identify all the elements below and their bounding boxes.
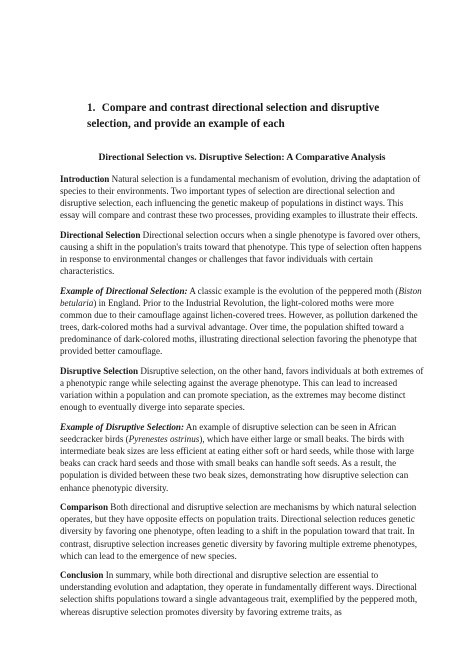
question-number: 1. [87,102,96,114]
directional-example-heading: Example of Directional Selection: [60,285,188,296]
disruptive-paragraph [60,365,424,413]
document-title: Directional Selection vs. Disruptive Selection: A Comparative Analysis [98,152,386,163]
conclusion-paragraph [60,569,424,617]
conclusion-heading: Conclusion [60,570,104,581]
question-text: Compare and contrast directional selection and disruptive selection, and provide an example of each [87,102,380,130]
question-heading [87,101,417,132]
disruptive-example-text-before: An example of disruptive selection can be seen in African seedcracker birds ( [60,422,397,445]
comparison-heading: Comparison [60,502,108,513]
directional-example-text-after: ) in England. Prior to the Industrial Revolution, the light-colored moths were more common due to their camouflage against lichen-covered trees. However, as pollution darkened the trees, dark-colored moths had a survival advantage. Over time, the population shifted toward a predominance of dark-colored moths, illustrating directional selection favoring the phenotype that provided better camouflage. [60,298,418,357]
directional-example-text-before: A classic example is the evolution of the peppered moth ( [187,285,399,296]
disruptive-example-heading: Example of Disruptive Selection: [60,422,185,433]
disruptive-example-text-after: ), which have either large or small beaks. The birds with intermediate beak sizes are less efficient at eating either soft or hard seeds, while those with large beaks can crack hard seeds and those with small beaks can handle soft seeds. As a result, the population is divided between these two beak sizes, demonstrating how disruptive selection can enhance phenotypic diversity. [60,434,414,493]
directional-example-paragraph [60,285,424,358]
disruptive-example-species: Pyrenestes ostrinus [128,434,200,445]
introduction-text: Natural selection is a fundamental mechanism of evolution, driving the adaptation of species to their environments. Two important types of selection are directional selection and disruptive selection, each influencing the genetic makeup of populations in distinct ways. This essay will compare and contrast these two processes, providing examples to illustrate their effects. [60,174,421,221]
introduction-paragraph [60,173,424,221]
directional-text: Directional selection occurs when a single phenotype is favored over others, causing a shift in the population's traits toward that phenotype. This type of selection often happens in response to environmental changes or challenges that favor individuals with certain characteristics. [60,229,422,277]
disruptive-heading: Disruptive Selection [60,366,139,377]
essay-body [60,173,424,625]
comparison-paragraph [60,501,424,561]
directional-paragraph [60,229,424,277]
comparison-text: Both directional and disruptive selection are mechanisms by which natural selection operates, but they have opposite effects on population traits. Directional selection reduces genetic diversity by favoring one phenotype, often leading to a shift in the population toward that trait. In contrast, disruptive selection increases genetic diversity by favoring multiple extreme phenotypes, which can lead to the emergence of new species. [60,502,418,561]
conclusion-text: In summary, while both directional and disruptive selection are essential to understanding evolution and adaptation, they operate in fundamentally different ways. Directional selection shifts populations toward a single advantageous trait, exemplified by the peppered moth, whereas disruptive selection promotes diversity by favoring extreme traits, as [60,570,418,617]
disruptive-example-paragraph [60,421,424,494]
disruptive-text: Disruptive selection, on the other hand, favors individuals at both extremes of a phenotypic range while selecting against the average phenotype. This can lead to increased variation within a population and can promote speciation, as the extremes may become distinct enough to eventually diverge into separate species. [60,366,424,413]
directional-example-species: Biston betularia [60,285,422,309]
directional-heading: Directional Selection [60,229,141,240]
introduction-heading: Introduction [60,174,110,184]
